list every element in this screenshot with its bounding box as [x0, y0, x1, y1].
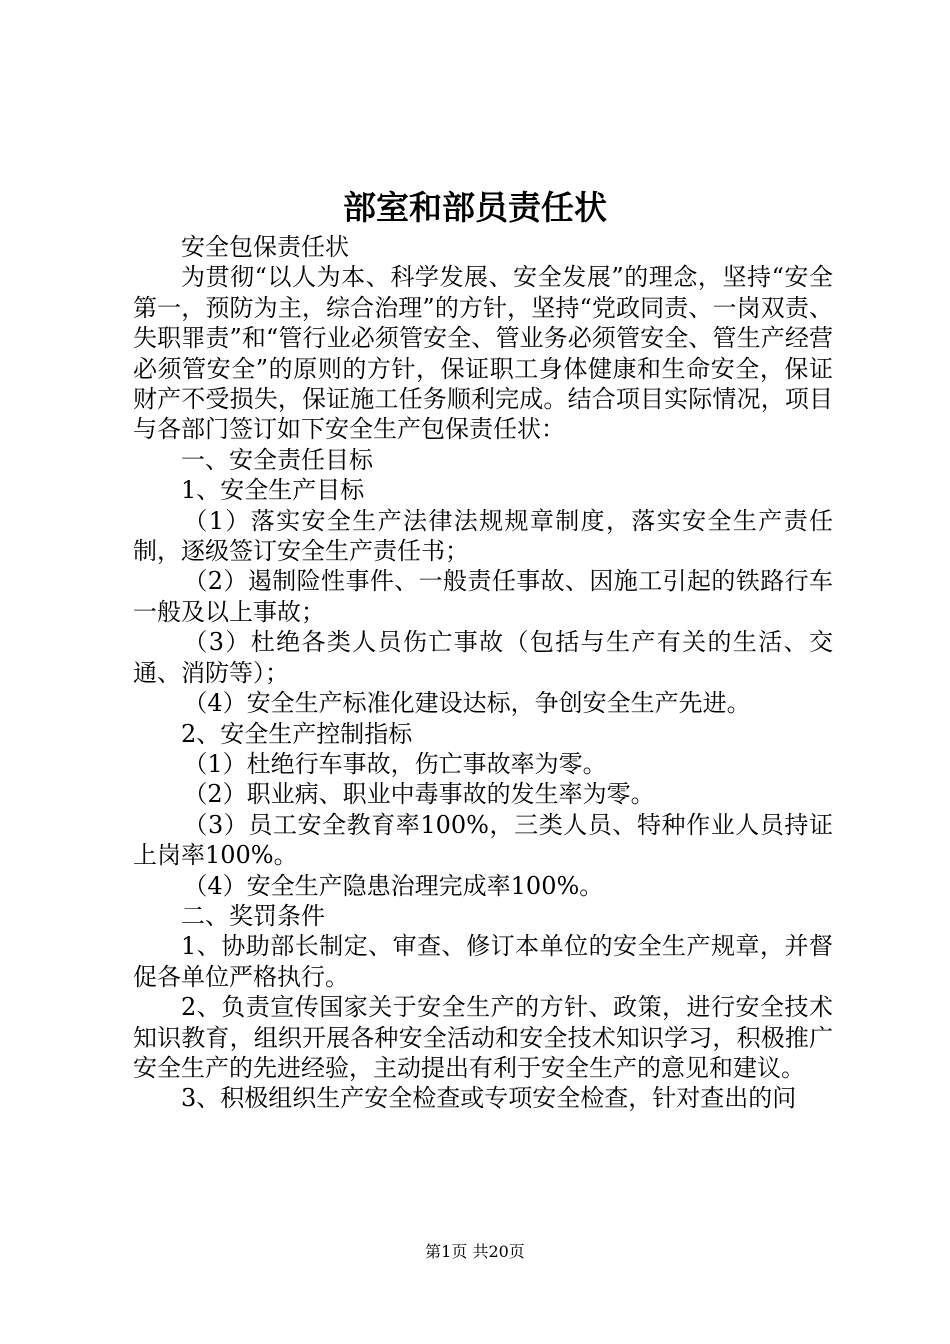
section-heading-2: 二、奖罚条件: [181, 901, 325, 930]
section-heading-1: 一、安全责任目标: [181, 445, 373, 474]
paragraph: 3、积极组织生产安全检查或专项安全检查，针对查出的问: [181, 1084, 797, 1113]
paragraph-heading: 安全包保责任状: [181, 233, 349, 261]
document-body: [133, 232, 833, 1114]
paragraph: 1、协助部长制定、审查、修订本单位的安全生产规章，并督促各单位严格执行。: [133, 932, 833, 991]
list-item: （2）遏制险性事件、一般责任事故、因施工引起的铁路行车一般及以上事故；: [133, 567, 833, 626]
document-title: 部室和部员责任状: [343, 188, 607, 227]
subsection-heading-2: 2、安全生产控制指标: [181, 719, 413, 748]
list-item: （3）杜绝各类人员伤亡事故（包括与生产有关的生活、交通、消防等）；: [133, 628, 833, 687]
list-item: （1）杜绝行车事故，伤亡事故率为零。: [183, 749, 607, 778]
page-footer: 第1页 共20页: [425, 1242, 525, 1261]
paragraph-intro: 为贯彻“以人为本、科学发展、安全发展”的理念，坚持“安全第一，预防为主，综合治理”的方针，坚持“党政同责、一岗双责、失职罪责”和“管行业必须管安全、管业务必须管安全、管生产经营必须管安全”的原则的方针，保证职工身体健康和生命安全，保证财产不受损失，保证施工任务顺利完成。结合项目实际情况，项目与各部门签订如下安全生产包保责任状：: [133, 263, 833, 444]
paragraph: 2、负责宣传国家关于安全生产的方针、政策，进行安全技术知识教育，组织开展各种安全活动和安全技术知识学习，积极推广安全生产的先进经验，主动提出有利于安全生产的意见和建议。: [133, 993, 833, 1082]
list-item: （4）安全生产隐患治理完成率100%。: [183, 871, 604, 900]
list-item: （3）员工安全教育率100%，三类人员、特种作业人员持证上岗率100%。: [133, 810, 833, 870]
list-item: （4）安全生产标准化建设达标，争创安全生产先进。: [183, 689, 751, 718]
list-item: （2）职业病、职业中毒事故的发生率为零。: [183, 780, 655, 809]
subsection-heading-1: 1、安全生产目标: [181, 476, 365, 505]
list-item: （1）落实安全生产法律法规规章制度，落实安全生产责任制，逐级签订安全生产责任书；: [133, 506, 833, 566]
